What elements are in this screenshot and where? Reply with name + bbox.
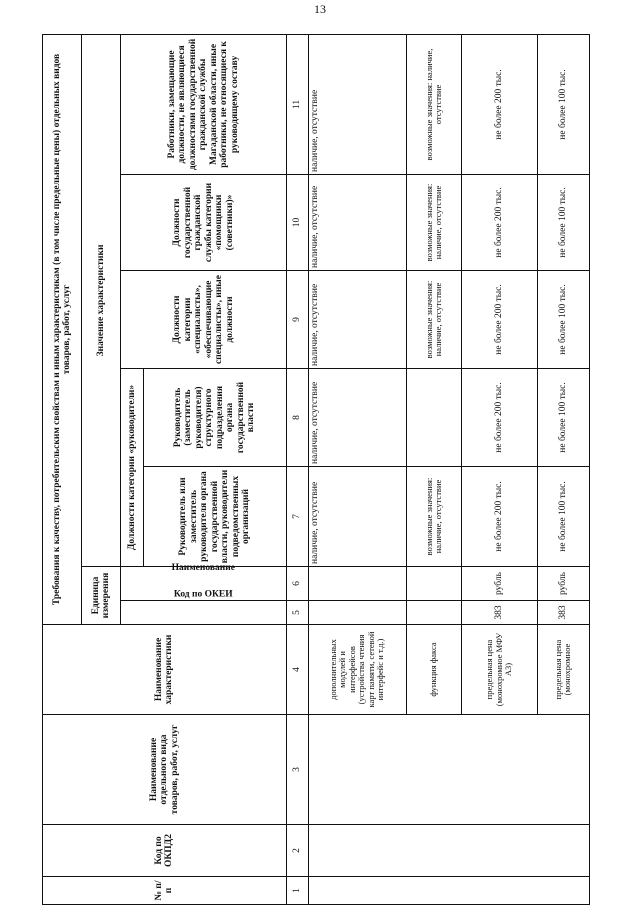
cell-col7: наличие, отсутствие <box>308 467 406 567</box>
header-okei-code: Код по ОКЕИ <box>121 601 286 625</box>
header-col8: Руководитель (заместитель руководителя) структурного подразделения органа государственной власти <box>144 369 286 467</box>
cell-col10: наличие, отсутствие <box>308 175 406 271</box>
cell-col8 <box>406 369 462 467</box>
col-number-2: 2 <box>286 825 308 877</box>
col-number-10: 10 <box>286 175 308 271</box>
cell-okei <box>406 601 462 625</box>
rotated-table-sheet <box>42 35 590 905</box>
col-number-7: 7 <box>286 467 308 567</box>
cell-item-name <box>308 715 589 825</box>
cell-characteristic: предельная цена (монохромное МФУ А3) <box>462 625 537 715</box>
cell-okei <box>308 601 406 625</box>
cell-characteristic: предельная цена (монохромное <box>537 625 589 715</box>
header-col11: Работники, замещающие должности, не являющиеся должностями государственной гражданской службы Магаданской области, иные работники, не относящиеся к руководящему составу <box>121 34 286 174</box>
cell-characteristic: функция факса <box>406 625 462 715</box>
col-number-5: 5 <box>286 601 308 625</box>
col-number-1: 1 <box>286 877 308 905</box>
header-characteristic-name: Наименование характеристики <box>43 625 287 715</box>
cell-col9: не более 100 тыс. <box>537 271 589 369</box>
cell-okei: 383 <box>537 601 589 625</box>
cell-col9: не более 200 тыс. <box>462 271 537 369</box>
cell-col10: не более 200 тыс. <box>462 175 537 271</box>
header-value-group: Значение характеристики <box>82 34 121 566</box>
cell-col11: возможные значения: наличие, отсутствие <box>406 34 462 174</box>
col-number-6: 6 <box>286 567 308 601</box>
cell-col11: не более 200 тыс. <box>462 34 537 174</box>
cell-col11: наличие, отсутствие <box>308 34 406 174</box>
header-requirements: Требования к качеству, потребительским свойствам и иным характеристикам (в том числе предельные цены) отдельных видов товаров, работ, услуг <box>43 34 82 624</box>
cell-col7: не более 200 тыс. <box>462 467 537 567</box>
header-col7: Руководитель или заместитель руководителя органа государственной власти, руководители подведомственных организаций <box>144 467 286 567</box>
header-okpd2: Код по ОКПД2 <box>43 825 287 877</box>
table-row <box>308 34 406 904</box>
cell-col9: наличие, отсутствие <box>308 271 406 369</box>
header-col10: Должности государственной гражданской службы категории «помощники (советники)» <box>121 175 286 271</box>
cell-okei: 383 <box>462 601 537 625</box>
col-number-11: 11 <box>286 34 308 174</box>
cell-col9: возможные значения: наличие, отсутствие <box>406 271 462 369</box>
header-no: № п/п <box>43 877 287 905</box>
cell-col8: наличие, отсутствие <box>308 369 406 467</box>
cell-unit: рубль <box>537 567 589 601</box>
header-unit-name: Наименование <box>121 567 286 601</box>
cell-col7: не более 100 тыс. <box>537 467 589 567</box>
header-col9: Должности категории «специалисты», «обеспечивающие специалисты», иные должности <box>121 271 286 369</box>
cell-okpd2 <box>308 825 589 877</box>
requirements-table <box>42 34 590 905</box>
col-number-9: 9 <box>286 271 308 369</box>
cell-no <box>308 877 589 905</box>
cell-characteristic: дополнительных модулей и интерфейсов (устройства чтения карт памяти, сетевой интерфейс и т.д.) <box>308 625 406 715</box>
cell-col10: не более 100 тыс. <box>537 175 589 271</box>
cell-col11: не более 100 тыс. <box>537 34 589 174</box>
col-number-3: 3 <box>286 715 308 825</box>
cell-col8: не более 200 тыс. <box>462 369 537 467</box>
header-unit-group: Единица измерения <box>82 567 121 625</box>
header-item-name: Наименование отдельного вида товаров, работ, услуг <box>43 715 287 825</box>
cell-unit <box>308 567 406 601</box>
cell-col8: не более 100 тыс. <box>537 369 589 467</box>
cell-col10: возможные значения: наличие, отсутствие <box>406 175 462 271</box>
page-number: 13 <box>314 2 326 16</box>
col-number-4: 4 <box>286 625 308 715</box>
cell-unit: рубль <box>462 567 537 601</box>
header-leaders: Должности категории «руководители» <box>121 369 144 567</box>
col-number-8: 8 <box>286 369 308 467</box>
cell-col7: возможные значения: наличие, отсутствие <box>406 467 462 567</box>
cell-unit <box>406 567 462 601</box>
